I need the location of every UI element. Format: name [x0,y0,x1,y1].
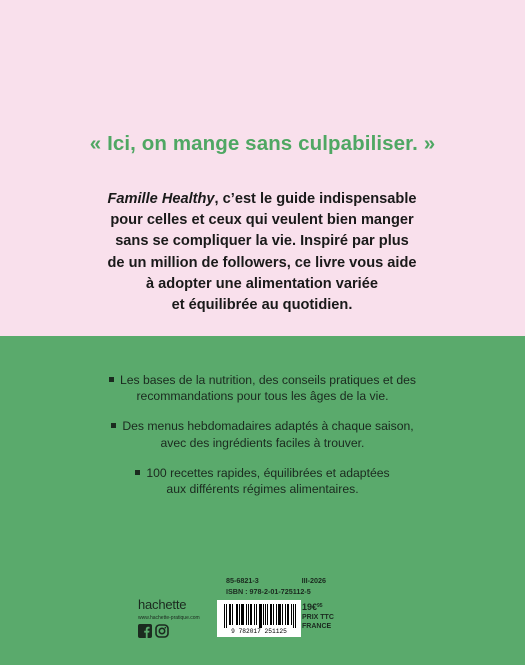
price-block [302,602,334,631]
intro-line: sans se compliquer la vie. Inspiré par plus [115,233,409,250]
barcode-bar [229,604,230,625]
barcode-bar [226,604,227,628]
barcode-bar [230,604,231,625]
intro-line: Famille Healthy, c’est le guide indispensable [107,191,417,207]
barcode-bar [243,604,244,625]
barcode-bar [260,604,261,628]
barcode-bar [263,604,264,625]
barcode-bar [265,604,266,625]
reference-code: 85-6821-3 [226,576,259,585]
social-icons [138,624,208,638]
isbn-code: ISBN : 978-2-01-725112-5 [226,587,311,596]
intro-line: de un million de followers, ce livre vous aide [107,254,417,271]
barcode-bar [254,604,255,625]
barcode-bar [291,604,292,625]
barcode-bar [242,604,243,625]
barcode-bar [295,604,296,628]
intro-line: et équilibrée au quotidien. [171,297,353,314]
barcode-bar [273,604,274,625]
barcode-bar [241,604,242,625]
barcode-bar [287,604,288,625]
barcode-bar [270,604,271,625]
barcode-bar [239,604,240,625]
barcode-bar [293,604,294,628]
barcode-bar [237,604,238,625]
bullet-square-icon [109,377,114,382]
instagram-icon [155,624,169,638]
barcode-bar [261,604,262,628]
barcode-bar [267,604,268,625]
publisher-logo: hachette [138,597,187,612]
price-label: PRIX TTC [302,614,334,621]
barcode-bar [250,604,251,625]
barcode-digits: 9 782017 251125 [231,628,287,634]
barcode [217,600,301,637]
barcode-bar [251,604,252,625]
feature-item: Des menus hebdomadaires adaptés à chaque saison, avec des ingrédients faciles à trouver. [40,418,485,450]
bullet-square-icon [111,423,116,428]
bullet-square-icon [135,470,140,475]
barcode-bar [276,604,277,625]
barcode-bar [288,604,289,625]
barcode-bar [271,604,272,625]
barcode-bar [282,604,283,625]
price-country: FRANCE [302,623,332,630]
barcode-bar [248,604,249,625]
feature-item: 100 recettes rapides, équilibrées et adaptées aux différents régimes alimentaires. [40,465,485,497]
pull-quote: « Ici, on mange sans culpabiliser. » [89,132,436,155]
product-codes [226,576,326,596]
publisher-block [138,597,208,638]
barcode-bar [224,604,225,628]
intro-line: pour celles et ceux qui veulent bien manger [110,212,414,229]
barcode-bar [278,604,279,625]
price-amount: 19€ [302,602,318,612]
barcode-bar [279,604,280,625]
barcode-bar [259,604,260,628]
edition-date: III-2026 [301,576,326,585]
book-title: Famille Healthy [107,191,215,207]
barcode-bar [280,604,281,625]
intro-line: à adopter une alimentation variée [146,275,378,292]
feature-list [40,372,485,511]
barcode-bar [236,604,237,625]
feature-item: Les bases de la nutrition, des conseils pratiques et des recommandations pour tous les âges de la vie. [40,372,485,404]
intro-paragraph [62,189,462,316]
facebook-icon [138,624,152,638]
barcode-bar [232,604,233,625]
price-cents: 95 [317,603,323,609]
barcode-bar [285,604,286,625]
barcode-bar [256,604,257,625]
publisher-url: www.hachette-pratique.com [138,615,200,621]
barcode-bar [246,604,247,625]
